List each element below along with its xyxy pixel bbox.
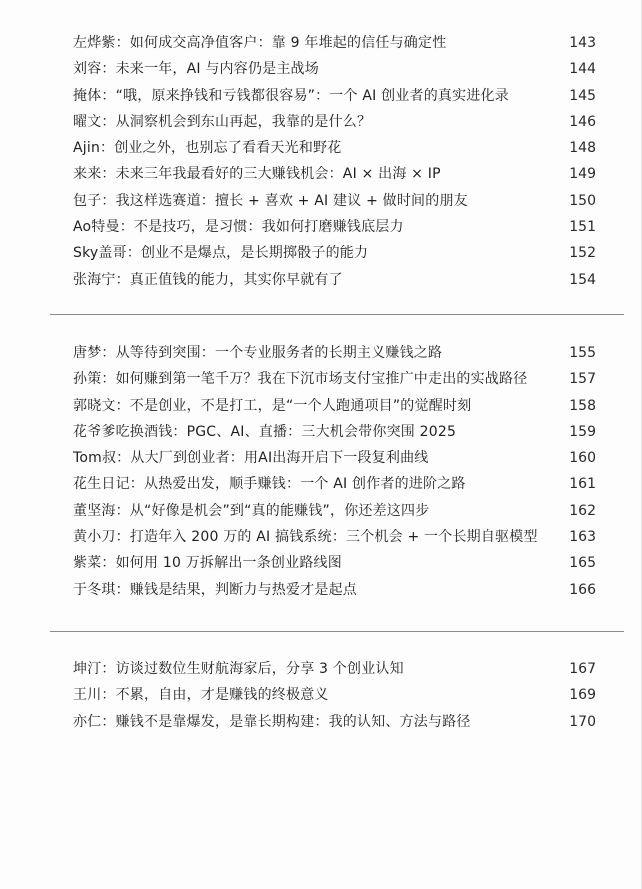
toc-entry-page: 143 (569, 35, 596, 51)
toc-section-1 (0, 30, 642, 293)
toc-entry-title: Sky盖哥：创业不是爆点，是长期掷骰子的能力 (73, 245, 369, 262)
toc-entry-page: 170 (569, 713, 596, 730)
toc-entry[interactable] (0, 267, 642, 293)
toc-entry-page: 150 (569, 192, 596, 209)
toc-entry-title: 孙策：如何赚到第一笔千万？我在下沉市场支付宝推广中走出的实战路径 (73, 371, 528, 388)
toc-entry-page: 159 (569, 423, 596, 440)
toc-entry-page: 151 (569, 219, 596, 236)
toc-section-2 (0, 340, 642, 603)
toc-entry[interactable] (0, 135, 642, 161)
toc-entry-title: Ao特曼：不是技巧，是习惯：我如何打磨赚钱底层力 (73, 219, 404, 236)
toc-entry-title: 左烨紫：如何成交高净值客户：靠 9 年堆起的信任与确定性 (73, 35, 447, 51)
toc-entry-page: 163 (569, 529, 596, 546)
toc-entry[interactable] (0, 577, 642, 603)
toc-entry-page: 169 (569, 687, 596, 704)
toc-entry-page: 149 (569, 166, 596, 183)
toc-entry[interactable] (0, 682, 642, 708)
toc-entry-page: 161 (569, 476, 596, 493)
toc-entry-title: Tom叔：从大厂到创业者：用AI出海开启下一段复利曲线 (73, 450, 429, 467)
toc-entry-title: 刘容：未来一年，AI 与内容仍是主战场 (73, 61, 319, 78)
toc-entry[interactable] (0, 188, 642, 214)
toc-entry-title: 包子：我这样选赛道：擅长 + 喜欢 + AI 建议 + 做时间的朋友 (73, 192, 468, 209)
toc-entry-page: 152 (569, 245, 596, 262)
toc-entry[interactable] (0, 550, 642, 576)
toc-entry[interactable] (0, 393, 642, 419)
toc-entry-title: 张海宁：真正值钱的能力，其实你早就有了 (73, 271, 343, 288)
section-divider (50, 314, 624, 315)
toc-entry-page: 167 (569, 661, 596, 677)
toc-entry[interactable] (0, 240, 642, 266)
toc-entry-page: 154 (569, 271, 596, 288)
toc-entry[interactable] (0, 419, 642, 445)
toc-entry-title: 唐梦：从等待到突围：一个专业服务者的长期主义赚钱之路 (73, 345, 443, 361)
toc-entry[interactable] (0, 366, 642, 392)
toc-entry-page: 157 (569, 371, 596, 388)
toc-entry-title: 坤汀：访谈过数位生财航海家后，分享 3 个创业认知 (73, 661, 404, 677)
toc-entry[interactable] (0, 109, 642, 135)
toc-entry[interactable] (0, 56, 642, 82)
toc-entry-title: 来来：未来三年我最看好的三大赚钱机会：AI × 出海 × IP (73, 166, 441, 183)
toc-entry-page: 166 (569, 581, 596, 598)
toc-entry[interactable] (0, 656, 642, 682)
toc-entry-title: 花生日记：从热爱出发，顺手赚钱：一个 AI 创作者的进阶之路 (73, 476, 466, 493)
toc-entry-page: 145 (569, 87, 596, 104)
toc-entry-title: 黄小刀：打造年入 200 万的 AI 搞钱系统：三个机会 + 一个长期自驱模型 (73, 529, 538, 546)
toc-entry-page: 146 (569, 113, 596, 130)
toc-entry[interactable] (0, 471, 642, 497)
toc-entry[interactable] (0, 30, 642, 56)
toc-entry[interactable] (0, 709, 642, 735)
toc-entry-title: 于冬琪：赚钱是结果，判断力与热爱才是起点 (73, 581, 357, 598)
toc-entry-page: 158 (569, 397, 596, 414)
toc-entry[interactable] (0, 445, 642, 471)
toc-entry[interactable] (0, 340, 642, 366)
toc-entry-title: 花爷爹吃换酒钱：PGC、AI、直播：三大机会带你突围 2025 (73, 423, 457, 440)
toc-entry-title: Ajin：创业之外，也别忘了看看天光和野花 (73, 140, 342, 157)
toc-entry[interactable] (0, 524, 642, 550)
toc-entry-page: 148 (569, 140, 596, 157)
section-divider (50, 631, 624, 632)
toc-entry[interactable] (0, 498, 642, 524)
toc-entry-title: 王川：不累，自由，才是赚钱的终极意义 (73, 687, 329, 704)
toc-entry-title: 郭晓文：不是创业，不是打工，是“一个人跑通项目”的觉醒时刻 (73, 397, 472, 414)
toc-entry-title: 曜文：从洞察机会到东山再起，我靠的是什么？ (73, 113, 372, 130)
toc-entry-title: 董坚海：从“好像是机会”到“真的能赚钱”，你还差这四步 (73, 502, 430, 519)
toc-entry-title: 亦仁：赚钱不是靠爆发，是靠长期构建：我的认知、方法与路径 (73, 713, 471, 730)
toc-entry-title: 掩体：“哦，原来挣钱和亏钱都很容易”：一个 AI 创业者的真实进化录 (73, 87, 509, 104)
toc-entry-title: 紫菜：如何用 10 万拆解出一条创业路线图 (73, 555, 342, 572)
toc-section-3 (0, 656, 642, 735)
toc-entry-page: 155 (569, 345, 596, 361)
toc-entry[interactable] (0, 83, 642, 109)
toc-entry-page: 144 (569, 61, 596, 78)
toc-entry-page: 160 (569, 450, 596, 467)
toc-entry[interactable] (0, 214, 642, 240)
toc-entry-page: 165 (569, 555, 596, 572)
toc-entry-page: 162 (569, 502, 596, 519)
toc-entry[interactable] (0, 161, 642, 187)
